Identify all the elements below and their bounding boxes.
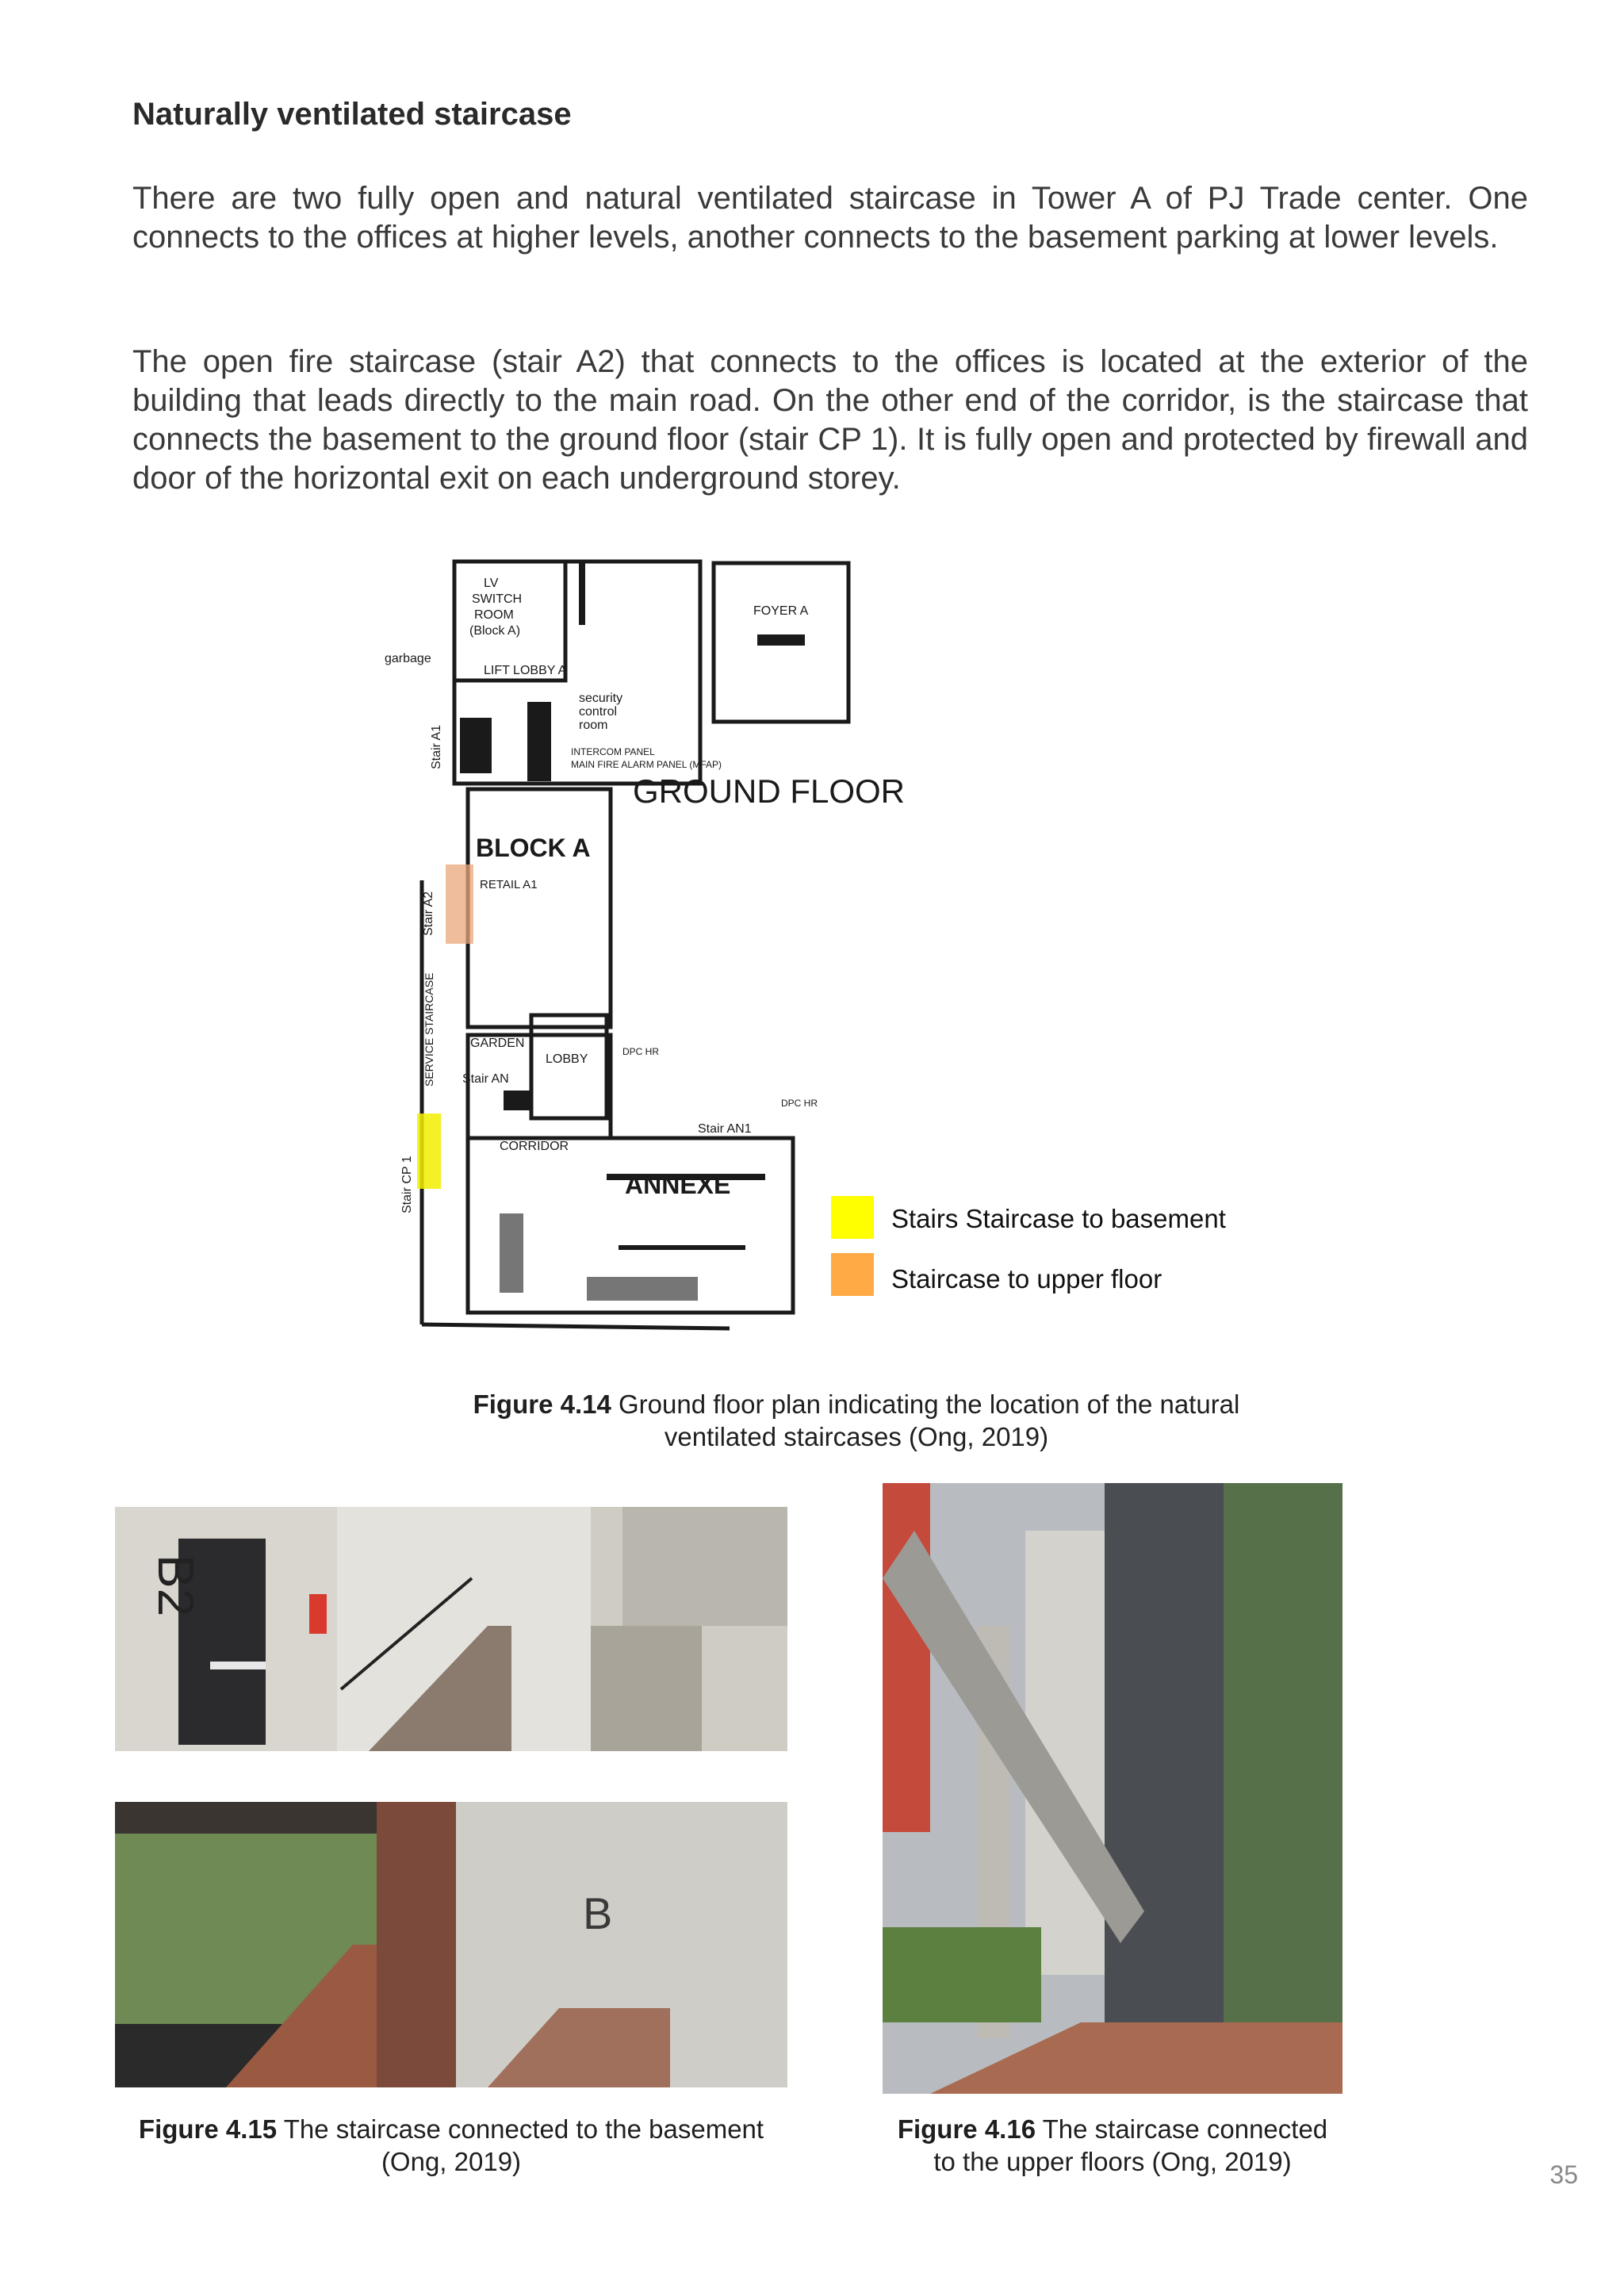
plan-label-ground-floor: GROUND FLOOR (633, 772, 906, 810)
figure-4-14-text-1: Ground floor plan indicating the location of the natural (619, 1389, 1240, 1419)
figure-4-15-text-1: The staircase connected to the basement (283, 2114, 764, 2144)
figure-4-15-caption (115, 2113, 787, 2178)
legend-swatch-upper-floor (831, 1253, 874, 1296)
plan-label-garden: GARDEN (470, 1037, 525, 1050)
figure-4-15-number: Figure 4.15 (138, 2114, 278, 2144)
plan-label-stair-a1: Stair A1 (430, 724, 443, 769)
plan-label-security-3: room (579, 719, 608, 732)
block-a-outline (468, 789, 611, 1027)
lobby-outline (531, 1015, 607, 1118)
plan-label-retail: RETAIL A1 (480, 878, 538, 891)
annexe-detail-2 (619, 1245, 745, 1250)
basement-photo-top (115, 1507, 787, 1751)
figure-4-16-caption (863, 2113, 1362, 2178)
figure-4-14-caption (381, 1388, 1332, 1453)
basement-photo-brick-wall (377, 1802, 456, 2087)
bottom-wall (422, 1324, 730, 1328)
plan-label-stair-an: Stair AN (462, 1072, 509, 1086)
plan-label-service-staircase: SERVICE STAIRCASE (423, 972, 435, 1087)
stair-an-hatch (504, 1091, 531, 1110)
figure-4-16-text-2: to the upper floors (Ong, 2019) (933, 2147, 1292, 2176)
plan-label-annexe: ANNEXE (625, 1171, 731, 1199)
plan-label-garbage: garbage (385, 652, 431, 665)
plan-label-intercom: INTERCOM PANEL (571, 746, 655, 757)
figure-4-15-text-2: (Ong, 2019) (381, 2147, 522, 2176)
section-heading: Naturally ventilated staircase (132, 97, 572, 132)
lift-hatch (527, 702, 551, 781)
legend-label-basement: Stairs Staircase to basement (891, 1204, 1226, 1233)
plan-label-lift-lobby: LIFT LOBBY A (484, 664, 567, 677)
basement-photo-door-bar (210, 1662, 266, 1669)
upper-photo-planting (883, 1927, 1041, 2022)
plan-label-foyer: FOYER A (753, 604, 809, 618)
upper-photo-red-tower (883, 1483, 930, 1832)
upper-floor-stair-highlight (446, 864, 473, 944)
upper-photo-stair-core (1105, 1483, 1224, 2038)
plan-label-lobby: LOBBY (546, 1052, 588, 1066)
wall-detail (579, 562, 585, 625)
paragraph-2: The open fire staircase (stair A2) that connects to the offices is located at the exterior of the building that leads directly to the main road. On the other end of the corridor, is the staircase that connects the basement to the ground floor (stair CP 1). It is fully open and protected by firewall and door of the horizontal exit on each underground storey. (132, 344, 1528, 496)
basement-photo-ceiling (622, 1507, 787, 1626)
plan-label-switch: SWITCH (472, 592, 523, 606)
plan-label-lv: LV (484, 577, 499, 590)
paragraph-1: There are two fully open and natural ventilated staircase in Tower A of PJ Trade center. One connects to the offices at higher levels, another connects to the basement parking at lower levels. (132, 181, 1528, 255)
basement-photo-landing (591, 1626, 702, 1751)
plan-label-block-a: BLOCK A (476, 834, 591, 862)
basement-photo-sign-b2: B2 (147, 1554, 205, 1617)
plan-label-dpc-1: DPC HR (622, 1046, 660, 1057)
foyer-stair (757, 634, 805, 646)
upper-floor-photo (883, 1483, 1342, 2094)
legend-swatch-basement (831, 1196, 874, 1239)
figure-4-16-text-1: The staircase connected (1042, 2114, 1328, 2144)
figure-4-14-number: Figure 4.14 (473, 1389, 611, 1419)
legend-label-upper-floor: Staircase to upper floor (891, 1264, 1162, 1294)
figure-4-14-text-2: ventilated staircases (Ong, 2019) (664, 1422, 1049, 1451)
basement-photo-bottom (115, 1802, 787, 2087)
plan-label-security-1: security (579, 692, 623, 705)
page-number: 35 (1549, 2160, 1578, 2189)
plan-label-room: ROOM (474, 608, 514, 622)
basement-photo-sign-b: B (583, 1888, 613, 1938)
ground-floor-plan (381, 516, 906, 1340)
annexe-detail-3 (587, 1277, 698, 1301)
basement-stair-highlight (417, 1114, 441, 1189)
basement-photo-alarm (309, 1594, 327, 1634)
upper-photo-green-wall (1224, 1483, 1342, 2094)
plan-label-corridor: CORRIDOR (500, 1140, 569, 1153)
plan-label-dpc-2: DPC HR (781, 1098, 818, 1109)
figure-4-16-number: Figure 4.16 (897, 2114, 1036, 2144)
stair-a1-hatch (460, 718, 492, 773)
plan-label-stair-an1: Stair AN1 (698, 1122, 752, 1136)
garden-lobby-outline (468, 1035, 611, 1138)
plan-label-block: (Block A) (469, 624, 521, 638)
plan-label-stair-cp1: Stair CP 1 (400, 1156, 414, 1213)
plan-label-stair-a2: Stair A2 (422, 891, 435, 936)
annexe-detail-4 (500, 1213, 523, 1293)
plan-label-fire-alarm: MAIN FIRE ALARM PANEL (MFAP) (571, 759, 722, 770)
plan-label-security-2: control (579, 705, 618, 719)
